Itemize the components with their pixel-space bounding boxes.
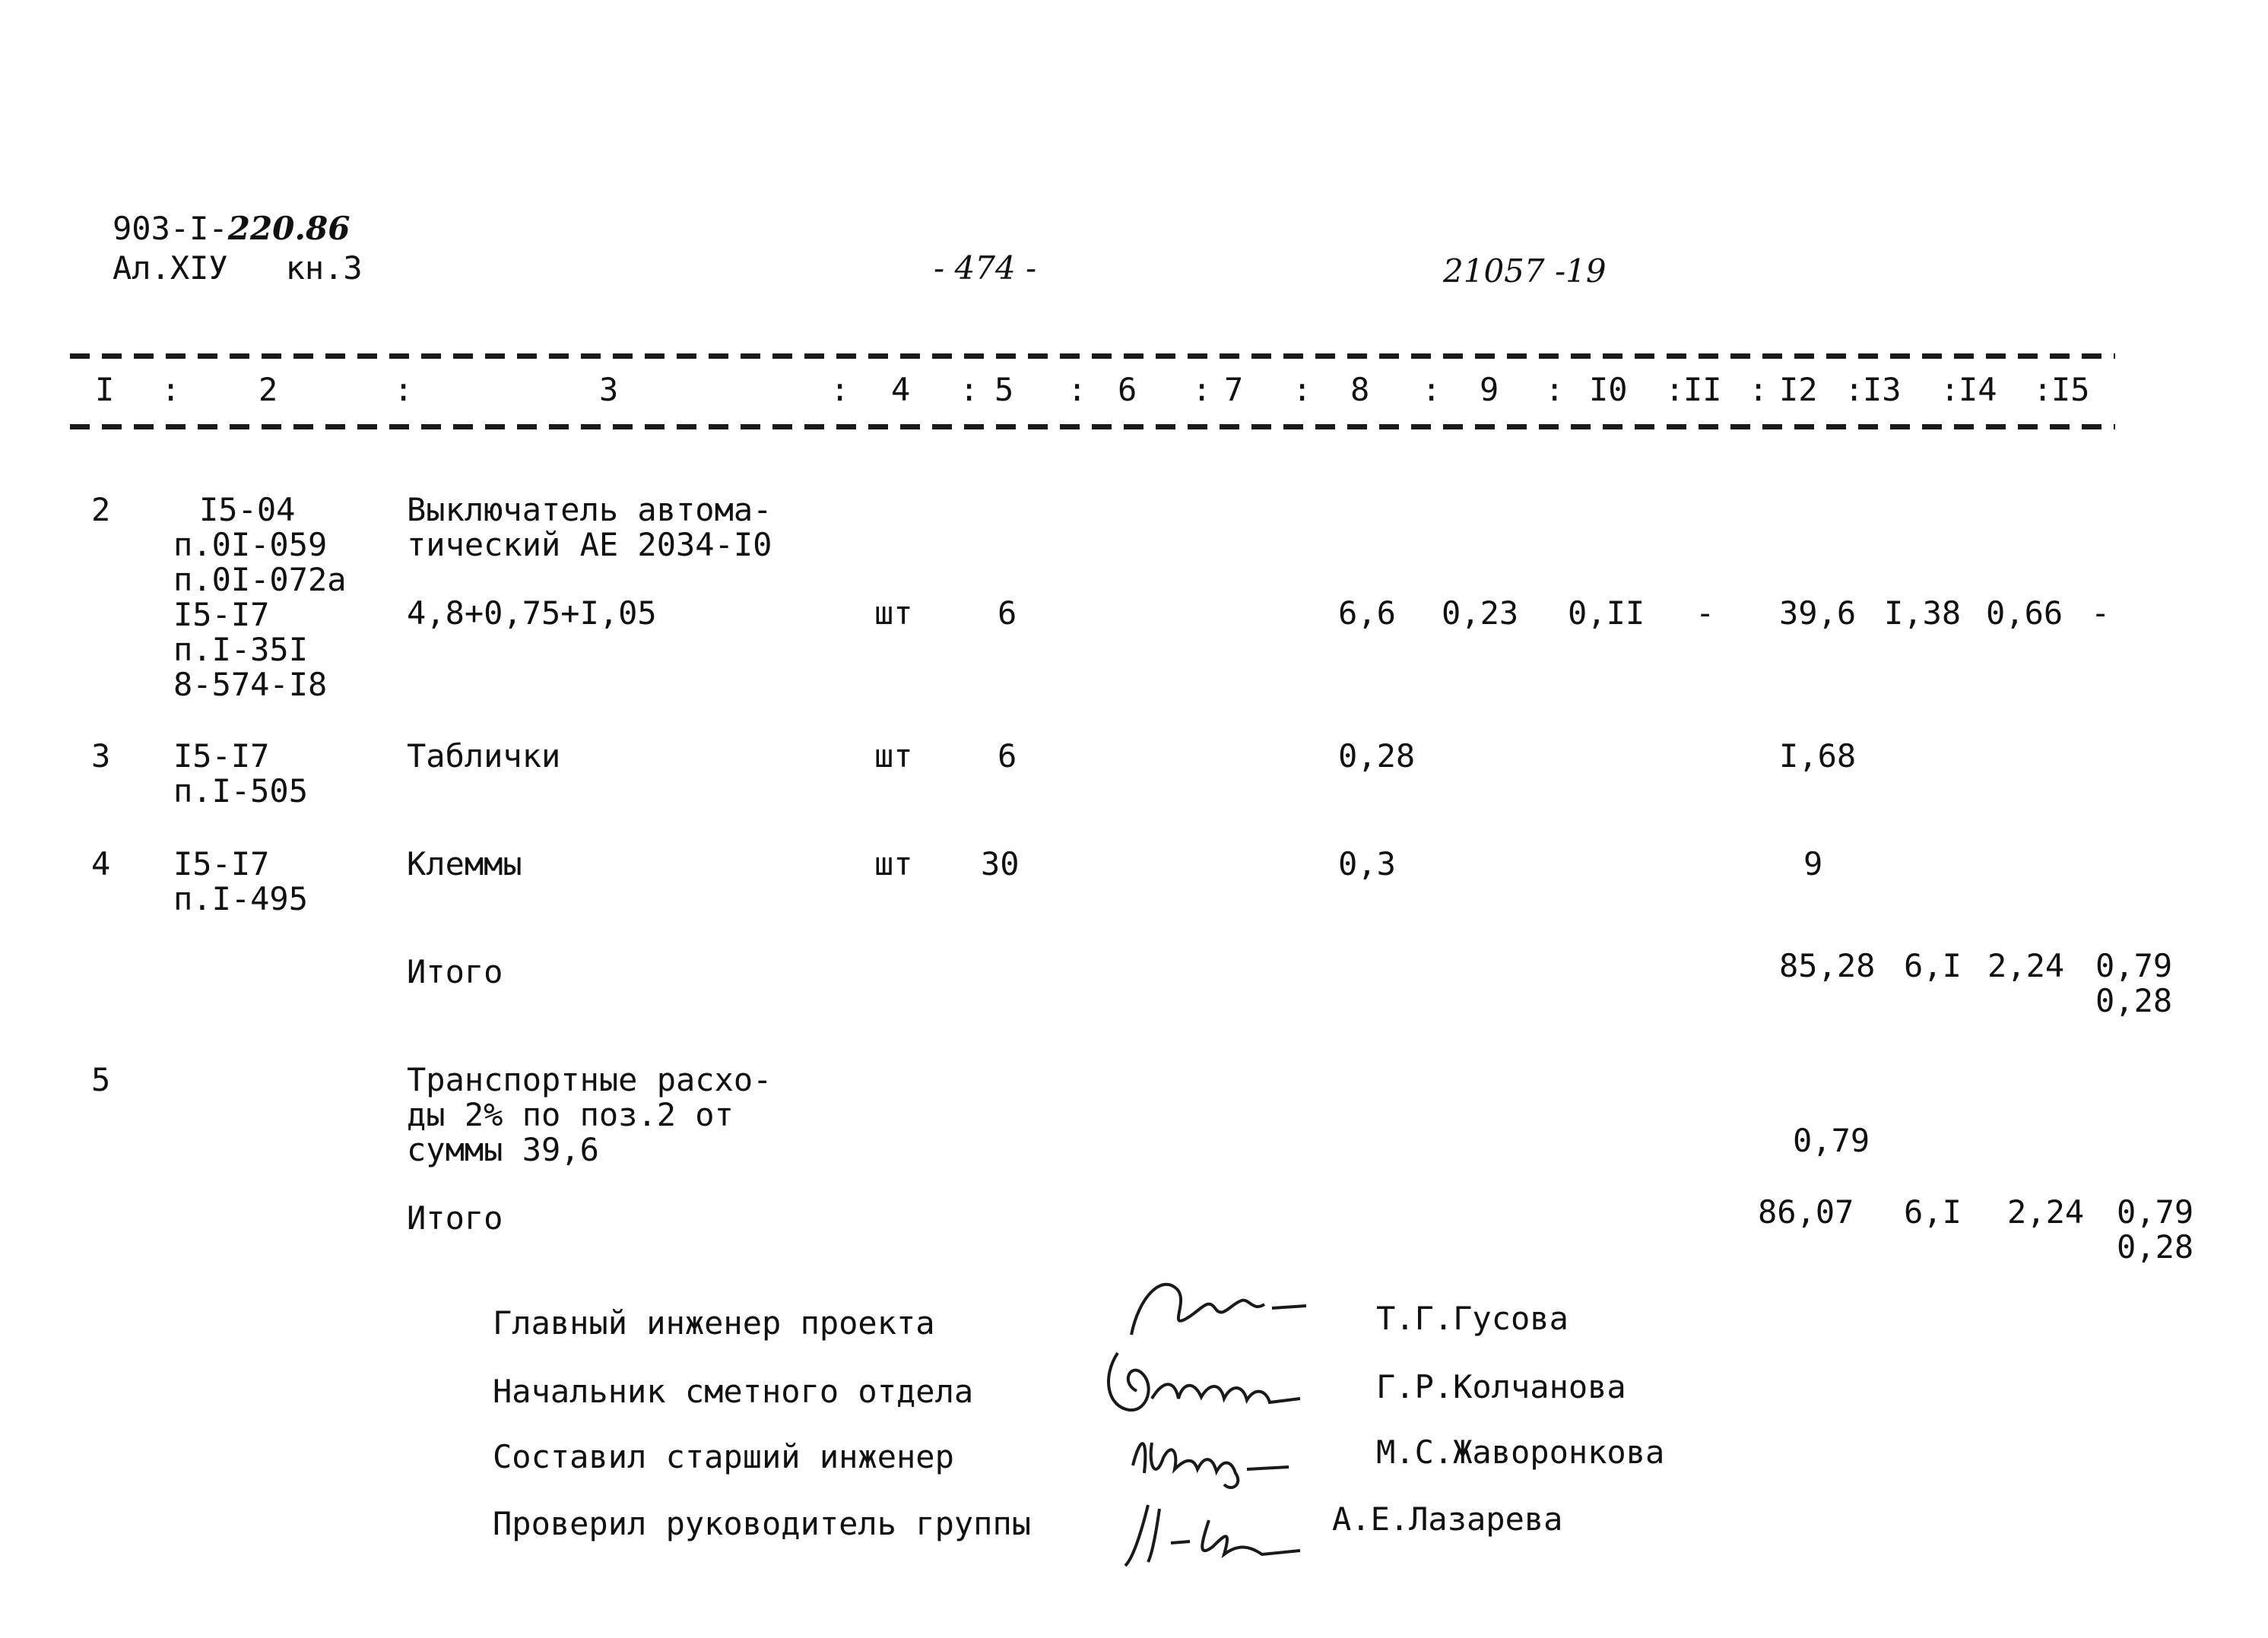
- col12-value: 86,07: [1758, 1193, 1854, 1231]
- col14-value: 0,66: [1986, 594, 2063, 632]
- norm-code: 8-574-I8: [173, 666, 328, 703]
- signature-name: А.Е.Лазарева: [1332, 1500, 1563, 1538]
- col-num-6: 6: [1118, 371, 1137, 408]
- quantity: 6: [998, 594, 1017, 632]
- handwritten-signature: [1095, 1338, 1323, 1424]
- quantity: 6: [998, 737, 1017, 775]
- col12-value: 0,79: [1793, 1122, 1870, 1159]
- signature-role: Составил старший инженер: [493, 1438, 954, 1475]
- col13-value: 6,I: [1904, 1193, 1962, 1231]
- total-label: Итого: [407, 1199, 503, 1237]
- col-num-3: 3: [599, 371, 619, 408]
- norm-code: I5-I7: [173, 737, 270, 775]
- col-num-9: 9: [1480, 371, 1499, 408]
- col15-value-2: 0,28: [2117, 1228, 2194, 1266]
- subtotal-label: Итого: [407, 953, 503, 990]
- col12-value: 85,28: [1779, 947, 1876, 984]
- col13-value: 6,I: [1904, 947, 1962, 984]
- norm-code: I5-I7: [173, 596, 270, 633]
- row-number: 5: [91, 1061, 111, 1098]
- unit: шт: [874, 845, 913, 882]
- row-number: 3: [91, 737, 111, 775]
- norm-code: п.I-35I: [173, 631, 309, 668]
- col8-value: 0,3: [1338, 845, 1396, 882]
- album-label: Ал.XIУ кн.3: [113, 249, 363, 287]
- col12-value: 39,6: [1779, 594, 1857, 632]
- unit: шт: [874, 737, 913, 775]
- page-number: - 474 -: [934, 249, 1037, 287]
- col-num-7: 7: [1224, 371, 1244, 408]
- col-num-5: 5: [994, 371, 1014, 408]
- header-top-rule: [70, 353, 2115, 359]
- col15-value: 0,79: [2117, 1193, 2194, 1231]
- header-bottom-rule: [70, 424, 2115, 429]
- signature-name: М.С.Жаворонкова: [1376, 1434, 1665, 1471]
- col-num-11: II: [1683, 371, 1722, 408]
- document-number: 21057 -19: [1443, 252, 1607, 290]
- signature-role: Начальник сметного отдела: [493, 1373, 974, 1410]
- unit: шт: [874, 594, 913, 632]
- col15-value: 0,79: [2095, 947, 2173, 984]
- col8-value: 6,6: [1338, 594, 1396, 632]
- col-num-10: I0: [1589, 371, 1628, 408]
- norm-code: п.I-495: [173, 880, 309, 917]
- item-name: Клеммы: [407, 845, 522, 882]
- item-name: Выключатель автома-: [407, 491, 772, 528]
- col14-value: 2,24: [2007, 1193, 2085, 1231]
- norm-code: I5-04: [199, 491, 296, 528]
- item-name: суммы 39,6: [407, 1131, 599, 1168]
- signature-name: Т.Г.Гусова: [1376, 1300, 1569, 1337]
- item-name: тический АЕ 2034-I0: [407, 526, 772, 563]
- col-num-8: 8: [1350, 371, 1370, 408]
- series-handwritten: 220.86: [227, 210, 351, 247]
- col13-value: I,38: [1884, 594, 1962, 632]
- col-num-4: 4: [891, 371, 911, 408]
- signature-role: Главный инженер проекта: [493, 1304, 935, 1342]
- col15-value-2: 0,28: [2095, 982, 2173, 1019]
- norm-code: I5-I7: [173, 845, 270, 882]
- col11-value: -: [1695, 594, 1715, 632]
- col12-value: I,68: [1779, 737, 1857, 775]
- col10-value: 0,II: [1568, 594, 1645, 632]
- col14-value: 2,24: [1987, 947, 2065, 984]
- col-num-15: I5: [2051, 371, 2090, 408]
- signature-name: Г.Р.Колчанова: [1376, 1368, 1626, 1405]
- row-number: 4: [91, 845, 111, 882]
- series-code: 903-I-220.86: [113, 210, 351, 247]
- col-num-12: I2: [1779, 371, 1818, 408]
- col-num-2: 2: [259, 371, 278, 408]
- col-num-14: I4: [1959, 371, 1997, 408]
- handwritten-signature: [1118, 1490, 1315, 1576]
- item-name: Транспортные расхо-: [407, 1061, 772, 1098]
- col15-value: -: [2091, 594, 2111, 632]
- col-num-1: I: [95, 371, 115, 408]
- item-name: Таблички: [407, 737, 561, 775]
- item-formula: 4,8+0,75+I,05: [407, 594, 657, 632]
- norm-code: п.0I-072а: [173, 561, 347, 598]
- row-number: 2: [91, 491, 111, 528]
- col8-value: 0,28: [1338, 737, 1416, 775]
- norm-code: п.I-505: [173, 772, 309, 809]
- norm-code: п.0I-059: [173, 526, 328, 563]
- col9-value: 0,23: [1442, 594, 1519, 632]
- quantity: 30: [981, 845, 1020, 882]
- item-name: ды 2% по поз.2 от: [407, 1096, 734, 1133]
- col-num-13: I3: [1863, 371, 1902, 408]
- signature-role: Проверил руководитель группы: [493, 1505, 1032, 1542]
- handwritten-signature: [1118, 1412, 1323, 1499]
- col12-value: 9: [1803, 845, 1823, 882]
